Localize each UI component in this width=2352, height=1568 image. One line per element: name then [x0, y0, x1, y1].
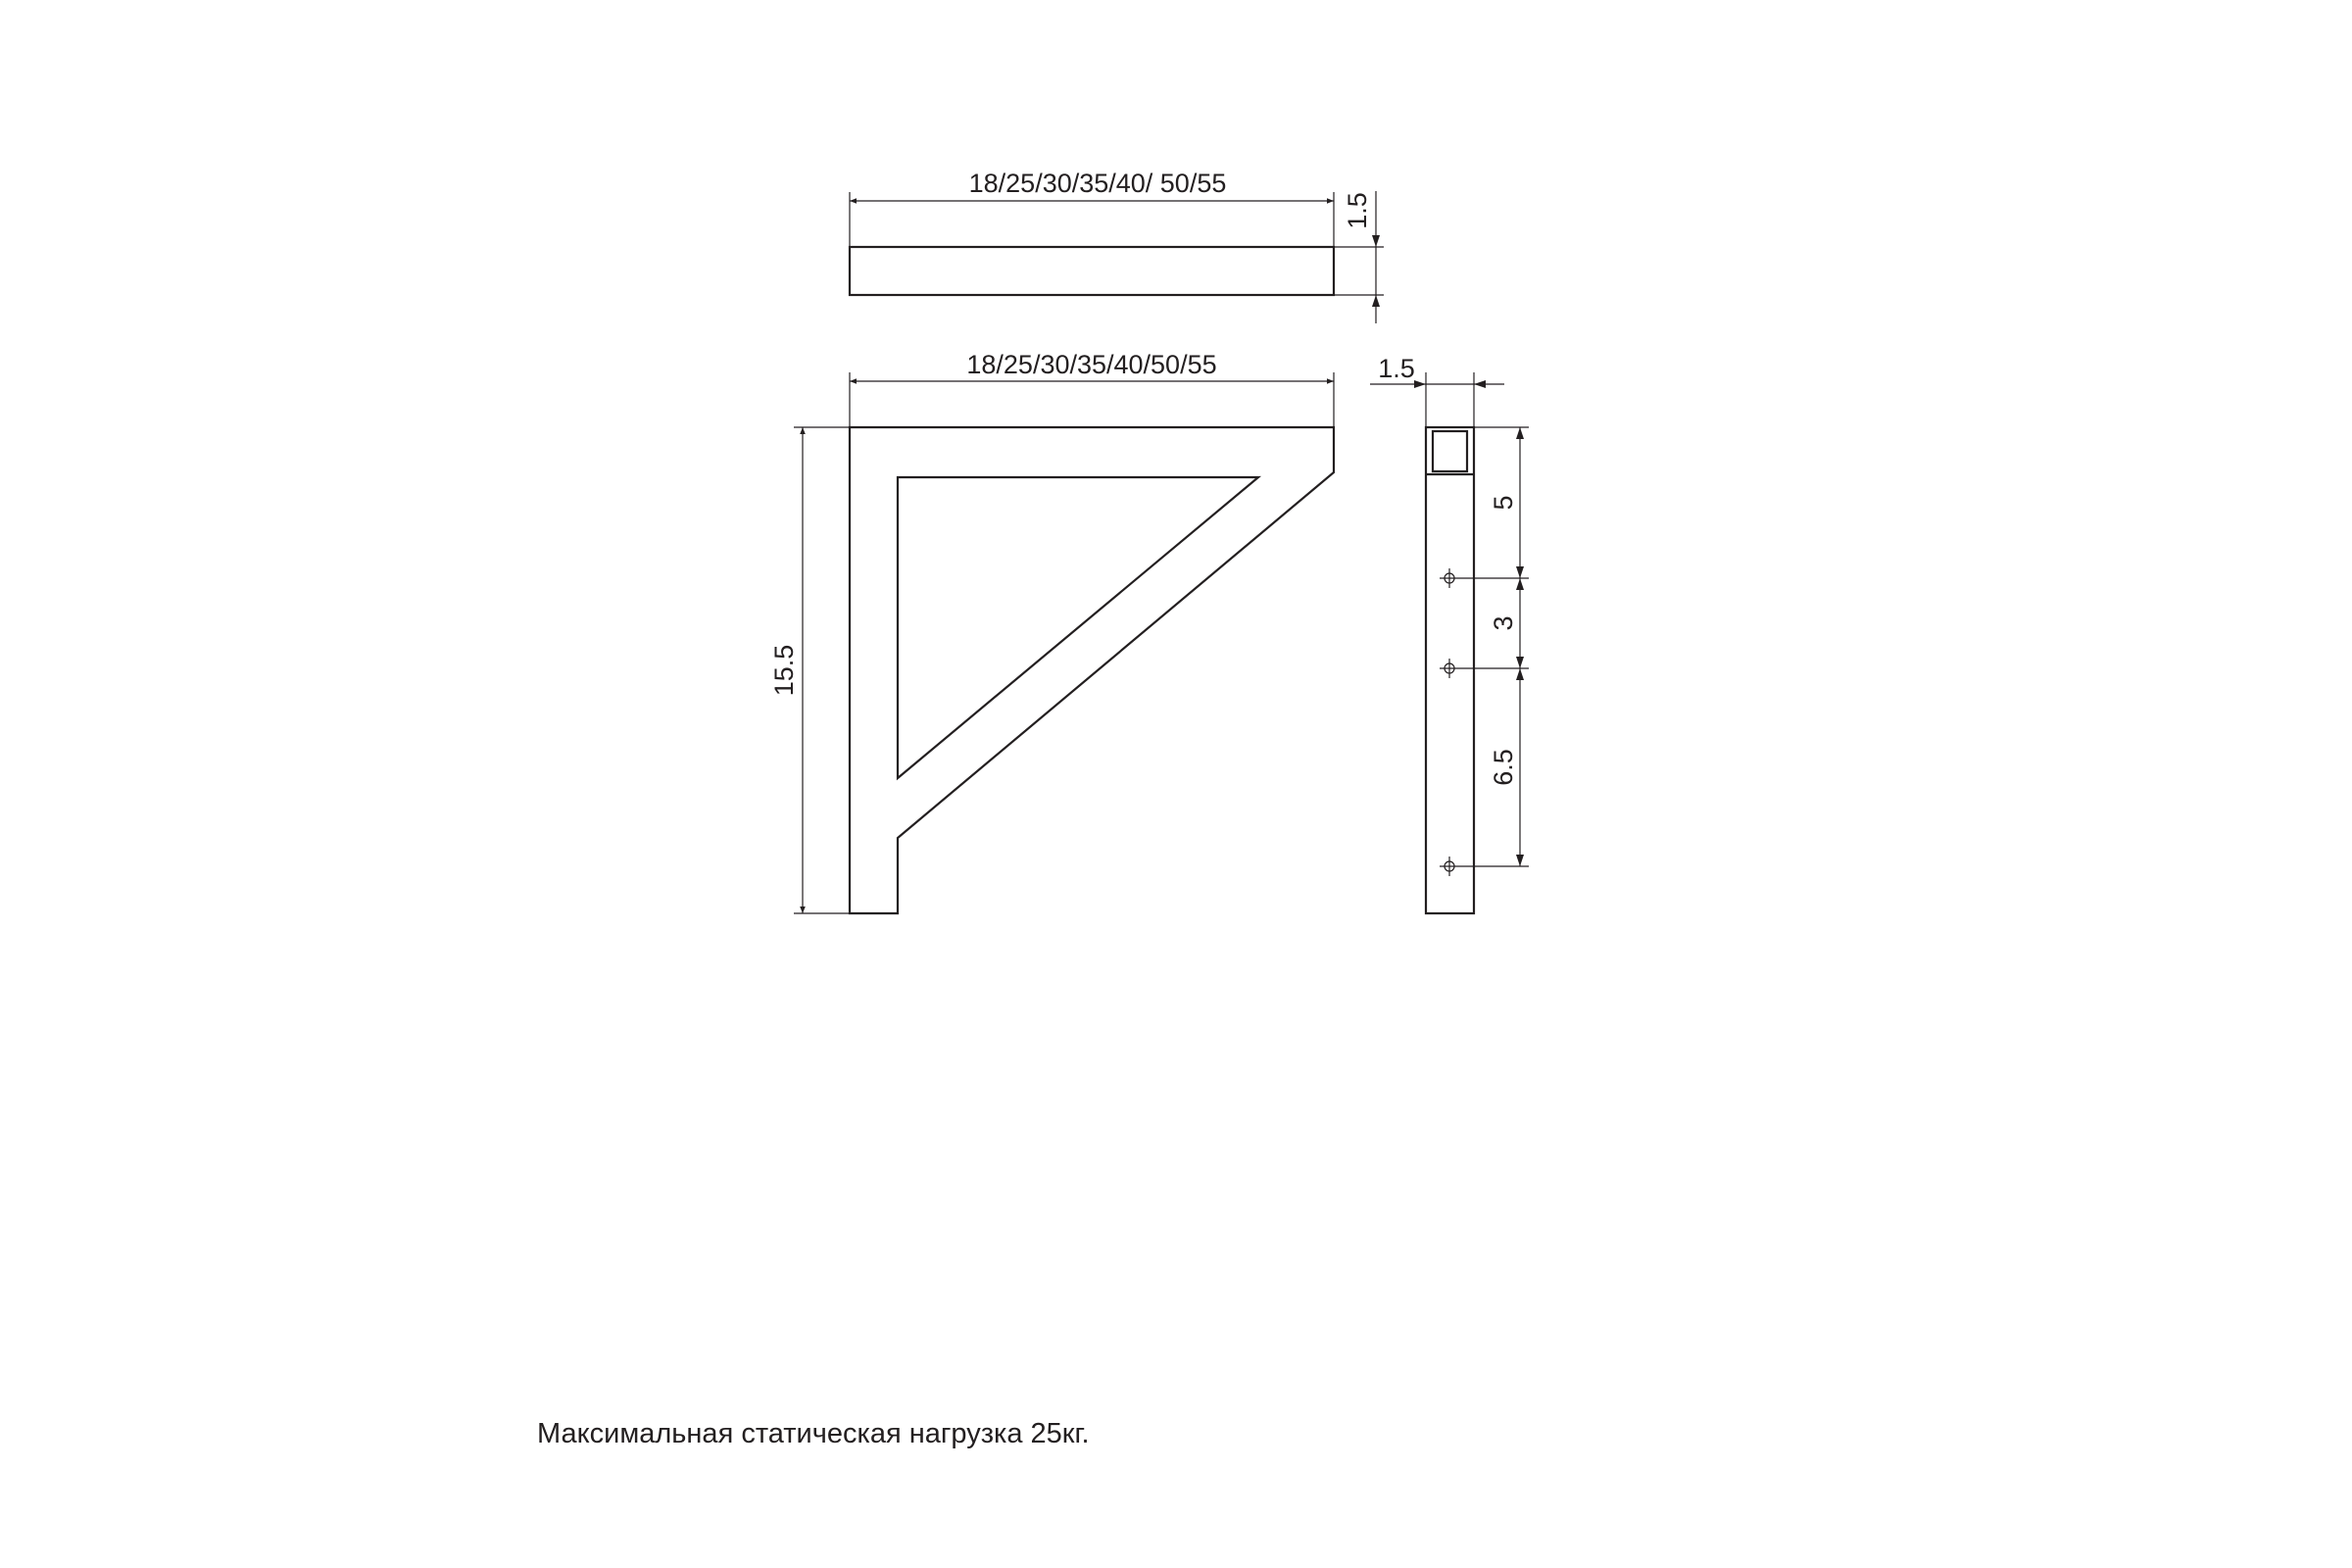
- top-thickness-label: 1.5: [1343, 192, 1372, 229]
- side-spacing-label-2: 3: [1489, 615, 1518, 631]
- mounting-hole-1: [1440, 568, 1459, 588]
- top-width-label: 18/25/30/35/40/ 50/55: [968, 169, 1227, 198]
- side-chain-arrow-2: [1516, 566, 1524, 578]
- side-profile-square-tube: [1433, 431, 1467, 471]
- front-view: [769, 350, 1334, 913]
- front-width-label: 18/25/30/35/40/50/55: [966, 350, 1217, 379]
- side-thickness-label: 1.5: [1378, 354, 1415, 383]
- side-chain-arrow-4: [1516, 657, 1524, 668]
- top-thick-arrow-top: [1372, 235, 1380, 247]
- side-thick-arrow-right: [1474, 380, 1486, 388]
- bracket-outline: [850, 427, 1334, 913]
- front-height-label: 15.5: [769, 644, 799, 697]
- top-thick-arrow-bottom: [1372, 295, 1380, 307]
- mounting-hole-2: [1440, 659, 1459, 678]
- side-view: [1370, 354, 1529, 913]
- side-chain-arrow-5: [1516, 668, 1524, 680]
- side-spacing-label-3: 6.5: [1489, 749, 1518, 786]
- side-chain-arrow-3: [1516, 578, 1524, 590]
- side-chain-arrow-6: [1516, 855, 1524, 866]
- side-thick-arrow-left: [1414, 380, 1426, 388]
- top-view-plank: [850, 247, 1334, 295]
- side-spacing-label-1: 5: [1489, 495, 1518, 511]
- mounting-hole-3: [1440, 857, 1459, 876]
- top-view: [850, 169, 1384, 323]
- side-chain-arrow-1: [1516, 427, 1524, 439]
- bracket-inner-cutout: [898, 477, 1258, 778]
- load-capacity-note: Максимальная статическая нагрузка 25кг.: [537, 1418, 1090, 1449]
